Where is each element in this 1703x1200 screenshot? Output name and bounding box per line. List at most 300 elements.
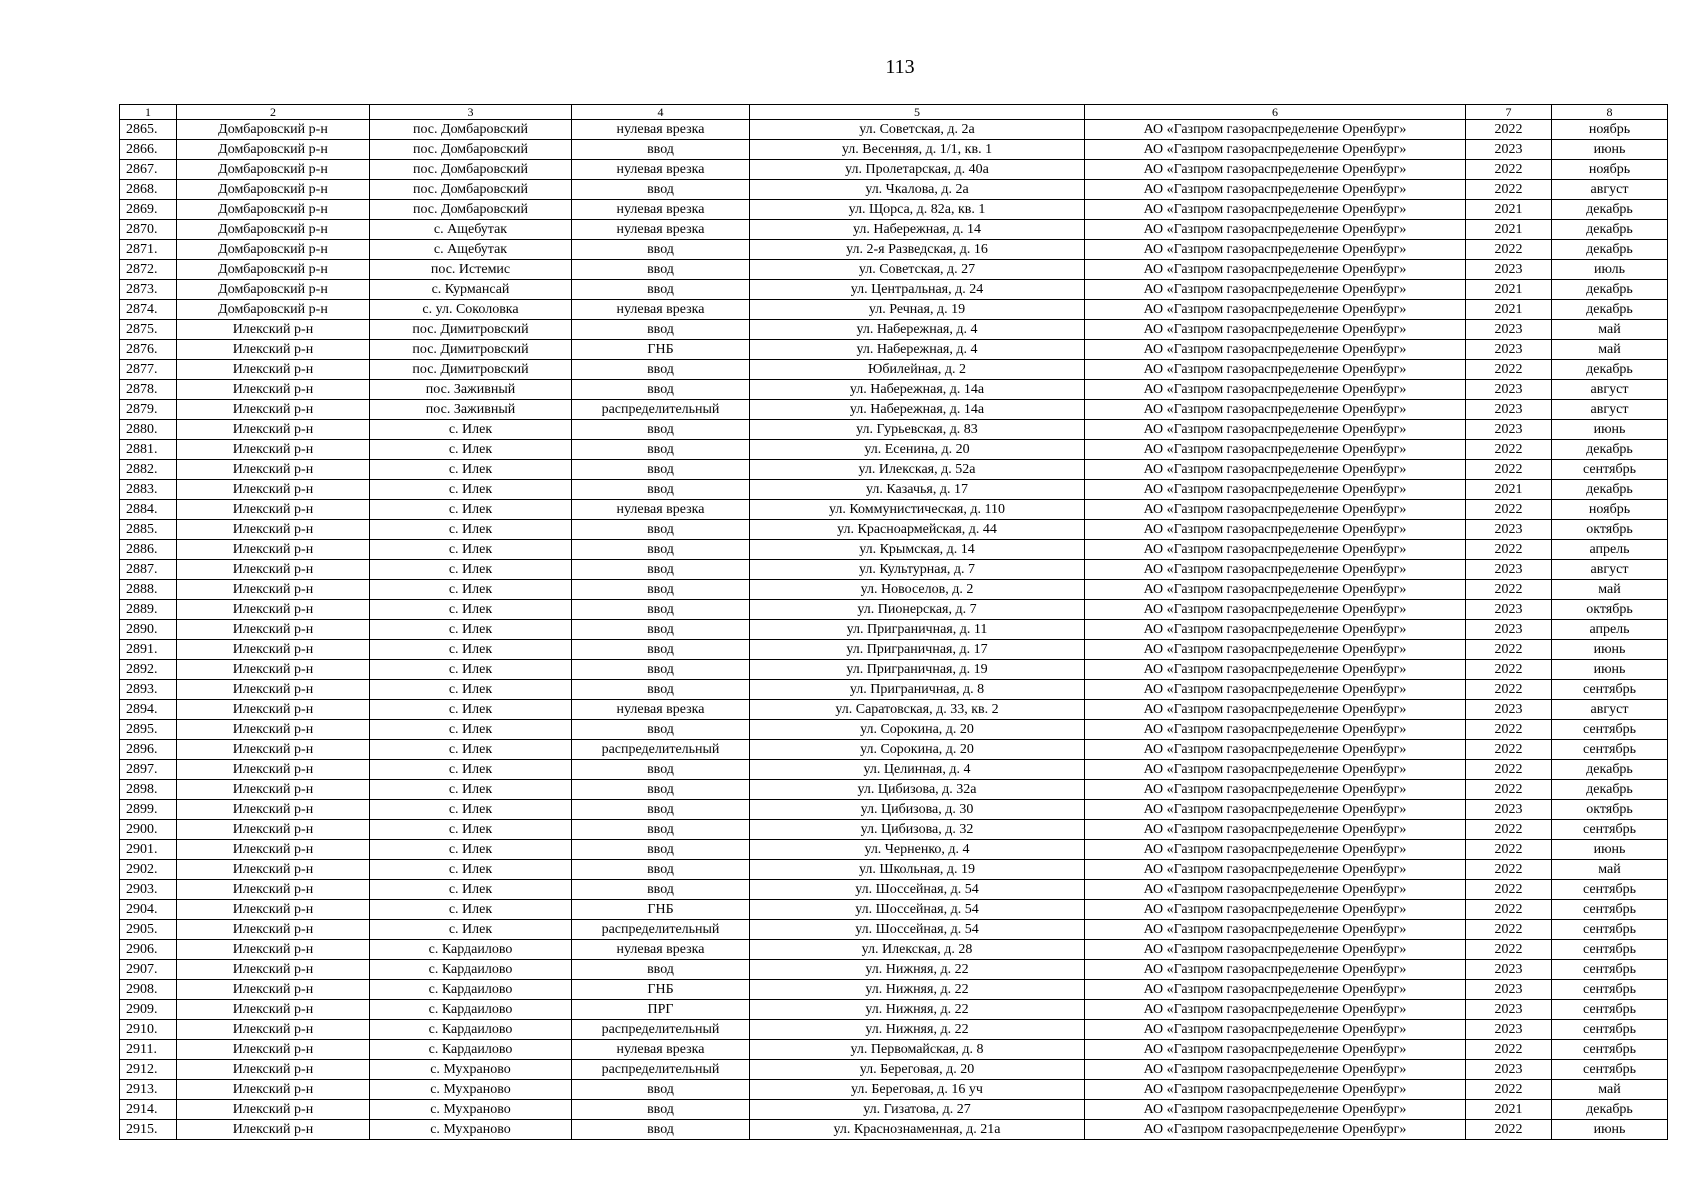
organization-cell: АО «Газпром газораспределение Оренбург»	[1085, 1020, 1466, 1040]
row-number-cell: 2911.	[120, 1040, 177, 1060]
table-row	[120, 240, 1668, 260]
address-cell: ул. Красноармейская, д. 44	[750, 520, 1085, 540]
organization-cell: АО «Газпром газораспределение Оренбург»	[1085, 600, 1466, 620]
organization-cell: АО «Газпром газораспределение Оренбург»	[1085, 1000, 1466, 1020]
year-cell: 2022	[1466, 580, 1552, 600]
table-row	[120, 180, 1668, 200]
table-row	[120, 340, 1668, 360]
year-cell: 2023	[1466, 980, 1552, 1000]
table-row	[120, 440, 1668, 460]
district-cell: Илекский р-н	[177, 440, 370, 460]
organization-cell: АО «Газпром газораспределение Оренбург»	[1085, 480, 1466, 500]
work-type-cell: ввод	[572, 640, 750, 660]
row-number-cell: 2892.	[120, 660, 177, 680]
month-cell: август	[1552, 700, 1668, 720]
address-cell: ул. Казачья, д. 17	[750, 480, 1085, 500]
row-number-cell: 2880.	[120, 420, 177, 440]
table-row	[120, 140, 1668, 160]
district-cell: Илекский р-н	[177, 660, 370, 680]
address-cell: ул. Пионерская, д. 7	[750, 600, 1085, 620]
row-number-cell: 2891.	[120, 640, 177, 660]
district-cell: Илекский р-н	[177, 720, 370, 740]
address-cell: ул. Береговая, д. 16 уч	[750, 1080, 1085, 1100]
work-type-cell: распределительный	[572, 1020, 750, 1040]
year-cell: 2021	[1466, 1100, 1552, 1120]
year-cell: 2021	[1466, 480, 1552, 500]
organization-cell: АО «Газпром газораспределение Оренбург»	[1085, 980, 1466, 1000]
settlement-cell: с. Илек	[370, 760, 572, 780]
organization-cell: АО «Газпром газораспределение Оренбург»	[1085, 180, 1466, 200]
address-cell: ул. Шоссейная, д. 54	[750, 900, 1085, 920]
organization-cell: АО «Газпром газораспределение Оренбург»	[1085, 700, 1466, 720]
work-type-cell: ввод	[572, 660, 750, 680]
organization-cell: АО «Газпром газораспределение Оренбург»	[1085, 1100, 1466, 1120]
work-type-cell: ввод	[572, 360, 750, 380]
row-number-cell: 2866.	[120, 140, 177, 160]
work-type-cell: распределительный	[572, 740, 750, 760]
address-cell: ул. Черненко, д. 4	[750, 840, 1085, 860]
column-header: 1	[120, 105, 177, 120]
row-number-cell: 2908.	[120, 980, 177, 1000]
row-number-cell: 2879.	[120, 400, 177, 420]
work-type-cell: ГНБ	[572, 980, 750, 1000]
address-cell: ул. Сорокина, д. 20	[750, 720, 1085, 740]
row-number-cell: 2904.	[120, 900, 177, 920]
month-cell: декабрь	[1552, 220, 1668, 240]
row-number-cell: 2888.	[120, 580, 177, 600]
table-row	[120, 580, 1668, 600]
settlement-cell: с. Кардаилово	[370, 940, 572, 960]
settlement-cell: с. Илек	[370, 880, 572, 900]
address-cell: ул. Приграничная, д. 19	[750, 660, 1085, 680]
month-cell: декабрь	[1552, 240, 1668, 260]
month-cell: декабрь	[1552, 360, 1668, 380]
address-cell: ул. Приграничная, д. 8	[750, 680, 1085, 700]
address-cell: ул. Набережная, д. 14	[750, 220, 1085, 240]
district-cell: Домбаровский р-н	[177, 300, 370, 320]
table-row	[120, 160, 1668, 180]
address-cell: ул. Центральная, д. 24	[750, 280, 1085, 300]
year-cell: 2022	[1466, 180, 1552, 200]
month-cell: июнь	[1552, 1120, 1668, 1140]
month-cell: май	[1552, 580, 1668, 600]
work-type-cell: нулевая врезка	[572, 220, 750, 240]
district-cell: Домбаровский р-н	[177, 260, 370, 280]
row-number-cell: 2875.	[120, 320, 177, 340]
district-cell: Илекский р-н	[177, 580, 370, 600]
work-type-cell: распределительный	[572, 920, 750, 940]
row-number-cell: 2887.	[120, 560, 177, 580]
month-cell: ноябрь	[1552, 500, 1668, 520]
organization-cell: АО «Газпром газораспределение Оренбург»	[1085, 300, 1466, 320]
table-body	[120, 120, 1668, 1140]
row-number-cell: 2903.	[120, 880, 177, 900]
settlement-cell: с. Илек	[370, 660, 572, 680]
row-number-cell: 2889.	[120, 600, 177, 620]
address-cell: ул. Набережная, д. 14а	[750, 380, 1085, 400]
year-cell: 2022	[1466, 780, 1552, 800]
district-cell: Илекский р-н	[177, 920, 370, 940]
table-row	[120, 400, 1668, 420]
district-cell: Илекский р-н	[177, 460, 370, 480]
month-cell: сентябрь	[1552, 460, 1668, 480]
table-row	[120, 520, 1668, 540]
row-number-cell: 2868.	[120, 180, 177, 200]
organization-cell: АО «Газпром газораспределение Оренбург»	[1085, 1120, 1466, 1140]
district-cell: Илекский р-н	[177, 840, 370, 860]
settlement-cell: с. Илек	[370, 640, 572, 660]
year-cell: 2022	[1466, 160, 1552, 180]
organization-cell: АО «Газпром газораспределение Оренбург»	[1085, 940, 1466, 960]
table-row	[120, 640, 1668, 660]
work-type-cell: ввод	[572, 1120, 750, 1140]
district-cell: Домбаровский р-н	[177, 200, 370, 220]
district-cell: Илекский р-н	[177, 860, 370, 880]
organization-cell: АО «Газпром газораспределение Оренбург»	[1085, 420, 1466, 440]
settlement-cell: с. Илек	[370, 720, 572, 740]
table-row	[120, 560, 1668, 580]
month-cell: июнь	[1552, 840, 1668, 860]
organization-cell: АО «Газпром газораспределение Оренбург»	[1085, 660, 1466, 680]
table-row	[120, 800, 1668, 820]
year-cell: 2022	[1466, 720, 1552, 740]
work-type-cell: ввод	[572, 320, 750, 340]
work-type-cell: нулевая врезка	[572, 940, 750, 960]
address-cell: ул. Советская, д. 2а	[750, 120, 1085, 140]
address-cell: ул. Цибизова, д. 30	[750, 800, 1085, 820]
year-cell: 2023	[1466, 380, 1552, 400]
settlement-cell: с. Илек	[370, 440, 572, 460]
year-cell: 2022	[1466, 860, 1552, 880]
organization-cell: АО «Газпром газораспределение Оренбург»	[1085, 720, 1466, 740]
work-type-cell: ввод	[572, 180, 750, 200]
organization-cell: АО «Газпром газораспределение Оренбург»	[1085, 380, 1466, 400]
table-row	[120, 500, 1668, 520]
month-cell: май	[1552, 320, 1668, 340]
row-number-cell: 2914.	[120, 1100, 177, 1120]
settlement-cell: с. Курмансай	[370, 280, 572, 300]
settlement-cell: пос. Заживный	[370, 400, 572, 420]
month-cell: сентябрь	[1552, 1020, 1668, 1040]
settlement-cell: с. Илек	[370, 740, 572, 760]
organization-cell: АО «Газпром газораспределение Оренбург»	[1085, 440, 1466, 460]
year-cell: 2022	[1466, 1040, 1552, 1060]
row-number-cell: 2896.	[120, 740, 177, 760]
row-number-cell: 2885.	[120, 520, 177, 540]
month-cell: декабрь	[1552, 1100, 1668, 1120]
address-cell: ул. Коммунистическая, д. 110	[750, 500, 1085, 520]
year-cell: 2022	[1466, 1120, 1552, 1140]
district-cell: Домбаровский р-н	[177, 240, 370, 260]
month-cell: ноябрь	[1552, 120, 1668, 140]
organization-cell: АО «Газпром газораспределение Оренбург»	[1085, 460, 1466, 480]
district-cell: Илекский р-н	[177, 680, 370, 700]
address-cell: ул. Саратовская, д. 33, кв. 2	[750, 700, 1085, 720]
month-cell: сентябрь	[1552, 1060, 1668, 1080]
address-cell: ул. Шоссейная, д. 54	[750, 920, 1085, 940]
month-cell: сентябрь	[1552, 900, 1668, 920]
district-cell: Илекский р-н	[177, 360, 370, 380]
work-type-cell: ввод	[572, 520, 750, 540]
year-cell: 2022	[1466, 500, 1552, 520]
month-cell: август	[1552, 400, 1668, 420]
month-cell: июнь	[1552, 660, 1668, 680]
settlement-cell: пос. Димитровский	[370, 320, 572, 340]
address-cell: ул. Крымская, д. 14	[750, 540, 1085, 560]
address-cell: ул. Цибизова, д. 32	[750, 820, 1085, 840]
table-row	[120, 1120, 1668, 1140]
work-type-cell: ввод	[572, 480, 750, 500]
settlement-cell: пос. Истемис	[370, 260, 572, 280]
settlement-cell: пос. Домбаровский	[370, 120, 572, 140]
month-cell: июнь	[1552, 140, 1668, 160]
table-row	[120, 680, 1668, 700]
settlement-cell: пос. Димитровский	[370, 360, 572, 380]
settlement-cell: с. Мухраново	[370, 1120, 572, 1140]
year-cell: 2022	[1466, 900, 1552, 920]
district-cell: Илекский р-н	[177, 320, 370, 340]
row-number-cell: 2902.	[120, 860, 177, 880]
district-cell: Илекский р-н	[177, 960, 370, 980]
organization-cell: АО «Газпром газораспределение Оренбург»	[1085, 260, 1466, 280]
address-cell: ул. Набережная, д. 4	[750, 320, 1085, 340]
year-cell: 2022	[1466, 1080, 1552, 1100]
organization-cell: АО «Газпром газораспределение Оренбург»	[1085, 240, 1466, 260]
month-cell: июль	[1552, 260, 1668, 280]
district-cell: Илекский р-н	[177, 880, 370, 900]
table-row	[120, 780, 1668, 800]
address-cell: ул. Школьная, д. 19	[750, 860, 1085, 880]
district-cell: Илекский р-н	[177, 980, 370, 1000]
table-row	[120, 660, 1668, 680]
work-type-cell: нулевая врезка	[572, 200, 750, 220]
address-cell: ул. Щорса, д. 82а, кв. 1	[750, 200, 1085, 220]
organization-cell: АО «Газпром газораспределение Оренбург»	[1085, 340, 1466, 360]
year-cell: 2021	[1466, 300, 1552, 320]
address-cell: ул. Илекская, д. 28	[750, 940, 1085, 960]
settlement-cell: пос. Домбаровский	[370, 140, 572, 160]
organization-cell: АО «Газпром газораспределение Оренбург»	[1085, 640, 1466, 660]
district-cell: Илекский р-н	[177, 1080, 370, 1100]
row-number-cell: 2909.	[120, 1000, 177, 1020]
settlement-cell: с. Илек	[370, 520, 572, 540]
work-type-cell: ввод	[572, 680, 750, 700]
month-cell: декабрь	[1552, 780, 1668, 800]
month-cell: октябрь	[1552, 520, 1668, 540]
work-type-cell: ввод	[572, 440, 750, 460]
settlement-cell: с. Кардаилово	[370, 1020, 572, 1040]
month-cell: декабрь	[1552, 480, 1668, 500]
year-cell: 2023	[1466, 140, 1552, 160]
organization-cell: АО «Газпром газораспределение Оренбург»	[1085, 320, 1466, 340]
settlement-cell: с. Илек	[370, 420, 572, 440]
district-cell: Илекский р-н	[177, 760, 370, 780]
work-type-cell: ввод	[572, 420, 750, 440]
district-cell: Домбаровский р-н	[177, 140, 370, 160]
year-cell: 2023	[1466, 600, 1552, 620]
district-cell: Илекский р-н	[177, 340, 370, 360]
address-cell: ул. Есенина, д. 20	[750, 440, 1085, 460]
settlement-cell: с. Илек	[370, 700, 572, 720]
year-cell: 2022	[1466, 920, 1552, 940]
table-row	[120, 300, 1668, 320]
organization-cell: АО «Газпром газораспределение Оренбург»	[1085, 400, 1466, 420]
work-type-cell: ввод	[572, 140, 750, 160]
work-type-cell: ввод	[572, 720, 750, 740]
table-row	[120, 820, 1668, 840]
gasification-table	[119, 104, 1668, 1140]
organization-cell: АО «Газпром газораспределение Оренбург»	[1085, 880, 1466, 900]
work-type-cell: ввод	[572, 820, 750, 840]
work-type-cell: ввод	[572, 380, 750, 400]
work-type-cell: ввод	[572, 760, 750, 780]
year-cell: 2022	[1466, 120, 1552, 140]
organization-cell: АО «Газпром газораспределение Оренбург»	[1085, 920, 1466, 940]
organization-cell: АО «Газпром газораспределение Оренбург»	[1085, 840, 1466, 860]
work-type-cell: ввод	[572, 1100, 750, 1120]
month-cell: сентябрь	[1552, 740, 1668, 760]
settlement-cell: с. Ащебутак	[370, 220, 572, 240]
column-header: 4	[572, 105, 750, 120]
row-number-cell: 2897.	[120, 760, 177, 780]
year-cell: 2023	[1466, 960, 1552, 980]
year-cell: 2022	[1466, 540, 1552, 560]
row-number-cell: 2878.	[120, 380, 177, 400]
table-row	[120, 900, 1668, 920]
address-cell: ул. Илекская, д. 52а	[750, 460, 1085, 480]
district-cell: Илекский р-н	[177, 400, 370, 420]
organization-cell: АО «Газпром газораспределение Оренбург»	[1085, 860, 1466, 880]
district-cell: Илекский р-н	[177, 500, 370, 520]
row-number-cell: 2905.	[120, 920, 177, 940]
address-cell: ул. Чкалова, д. 2а	[750, 180, 1085, 200]
address-cell: ул. Первомайская, д. 8	[750, 1040, 1085, 1060]
organization-cell: АО «Газпром газораспределение Оренбург»	[1085, 560, 1466, 580]
table-row	[120, 700, 1668, 720]
row-number-cell: 2876.	[120, 340, 177, 360]
settlement-cell: с. Илек	[370, 620, 572, 640]
table-row	[120, 220, 1668, 240]
month-cell: сентябрь	[1552, 880, 1668, 900]
district-cell: Илекский р-н	[177, 900, 370, 920]
organization-cell: АО «Газпром газораспределение Оренбург»	[1085, 200, 1466, 220]
work-type-cell: ввод	[572, 260, 750, 280]
year-cell: 2023	[1466, 400, 1552, 420]
row-number-cell: 2912.	[120, 1060, 177, 1080]
year-cell: 2021	[1466, 280, 1552, 300]
table-row	[120, 380, 1668, 400]
district-cell: Илекский р-н	[177, 780, 370, 800]
month-cell: сентябрь	[1552, 960, 1668, 980]
year-cell: 2023	[1466, 700, 1552, 720]
work-type-cell: ГНБ	[572, 900, 750, 920]
district-cell: Илекский р-н	[177, 420, 370, 440]
year-cell: 2022	[1466, 680, 1552, 700]
year-cell: 2023	[1466, 260, 1552, 280]
district-cell: Илекский р-н	[177, 640, 370, 660]
column-header: 6	[1085, 105, 1466, 120]
work-type-cell: нулевая врезка	[572, 500, 750, 520]
table-row	[120, 1060, 1668, 1080]
table-row	[120, 920, 1668, 940]
settlement-cell: с. Кардаилово	[370, 1040, 572, 1060]
work-type-cell: ввод	[572, 1080, 750, 1100]
district-cell: Домбаровский р-н	[177, 120, 370, 140]
table-row	[120, 1100, 1668, 1120]
settlement-cell: с. Илек	[370, 860, 572, 880]
work-type-cell: ввод	[572, 240, 750, 260]
year-cell: 2022	[1466, 440, 1552, 460]
table-row	[120, 540, 1668, 560]
row-number-cell: 2882.	[120, 460, 177, 480]
settlement-cell: с. Илек	[370, 480, 572, 500]
month-cell: декабрь	[1552, 200, 1668, 220]
district-cell: Илекский р-н	[177, 560, 370, 580]
year-cell: 2022	[1466, 840, 1552, 860]
year-cell: 2023	[1466, 800, 1552, 820]
month-cell: май	[1552, 340, 1668, 360]
address-cell: ул. Сорокина, д. 20	[750, 740, 1085, 760]
organization-cell: АО «Газпром газораспределение Оренбург»	[1085, 220, 1466, 240]
month-cell: май	[1552, 860, 1668, 880]
work-type-cell: нулевая врезка	[572, 1040, 750, 1060]
column-header: 5	[750, 105, 1085, 120]
column-header: 3	[370, 105, 572, 120]
year-cell: 2023	[1466, 340, 1552, 360]
year-cell: 2021	[1466, 200, 1552, 220]
month-cell: октябрь	[1552, 600, 1668, 620]
table-row	[120, 1080, 1668, 1100]
table-row	[120, 1020, 1668, 1040]
page-number: 113	[885, 56, 915, 78]
work-type-cell: нулевая врезка	[572, 160, 750, 180]
work-type-cell: ввод	[572, 460, 750, 480]
table-row	[120, 760, 1668, 780]
row-number-cell: 2872.	[120, 260, 177, 280]
settlement-cell: с. Илек	[370, 560, 572, 580]
row-number-cell: 2881.	[120, 440, 177, 460]
work-type-cell: распределительный	[572, 400, 750, 420]
month-cell: июнь	[1552, 640, 1668, 660]
work-type-cell: распределительный	[572, 1060, 750, 1080]
year-cell: 2023	[1466, 560, 1552, 580]
district-cell: Домбаровский р-н	[177, 160, 370, 180]
row-number-cell: 2898.	[120, 780, 177, 800]
district-cell: Домбаровский р-н	[177, 180, 370, 200]
month-cell: сентябрь	[1552, 940, 1668, 960]
settlement-cell: с. Илек	[370, 840, 572, 860]
district-cell: Илекский р-н	[177, 1020, 370, 1040]
settlement-cell: с. ул. Соколовка	[370, 300, 572, 320]
settlement-cell: с. Илек	[370, 540, 572, 560]
district-cell: Илекский р-н	[177, 940, 370, 960]
month-cell: сентябрь	[1552, 820, 1668, 840]
address-cell: ул. Приграничная, д. 11	[750, 620, 1085, 640]
month-cell: май	[1552, 1080, 1668, 1100]
district-cell: Илекский р-н	[177, 800, 370, 820]
work-type-cell: нулевая врезка	[572, 700, 750, 720]
work-type-cell: ввод	[572, 780, 750, 800]
organization-cell: АО «Газпром газораспределение Оренбург»	[1085, 140, 1466, 160]
year-cell: 2022	[1466, 760, 1552, 780]
settlement-cell: с. Мухраново	[370, 1100, 572, 1120]
month-cell: декабрь	[1552, 280, 1668, 300]
row-number-cell: 2877.	[120, 360, 177, 380]
address-cell: ул. Набережная, д. 4	[750, 340, 1085, 360]
work-type-cell: ввод	[572, 620, 750, 640]
settlement-cell: пос. Домбаровский	[370, 160, 572, 180]
year-cell: 2023	[1466, 1000, 1552, 1020]
